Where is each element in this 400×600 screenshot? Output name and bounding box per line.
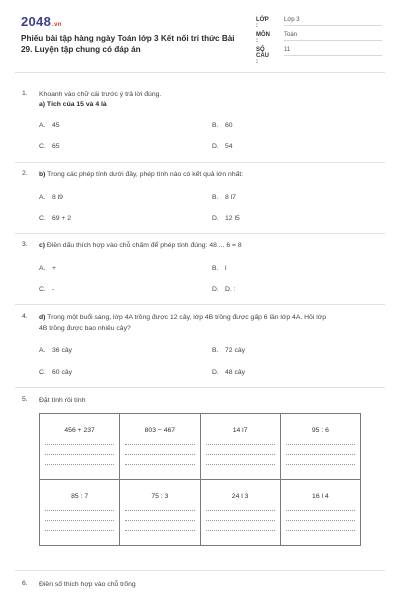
answer-line[interactable]: [125, 510, 194, 511]
answer-line[interactable]: [286, 530, 355, 531]
meta-value: Lớp 3: [284, 17, 382, 26]
option-c[interactable]: [39, 286, 54, 293]
option-text: 8 l9: [52, 194, 63, 201]
option-text: 54: [225, 143, 233, 150]
calc-cell[interactable]: [120, 480, 200, 546]
option-b[interactable]: [212, 347, 245, 354]
meta-label: MÔN :: [256, 32, 270, 44]
option-a[interactable]: [39, 265, 56, 272]
calc-cell[interactable]: [40, 480, 120, 546]
option-text: 48 cây: [225, 369, 246, 376]
question-divider: [15, 570, 385, 571]
question-divider: [15, 387, 385, 388]
option-d[interactable]: [212, 143, 233, 150]
option-text: 8 l7: [225, 194, 236, 201]
option-b[interactable]: [212, 122, 233, 129]
option-letter: D.: [212, 215, 219, 222]
calculation-grid: [39, 413, 361, 546]
answer-line[interactable]: [45, 464, 114, 465]
logo-suffix: .vn: [52, 22, 62, 28]
answer-line[interactable]: [125, 454, 194, 455]
text-part: Trong các phép tính dưới đây, phép tính nào có kết quả lớn nhất:: [45, 171, 244, 178]
calc-cell[interactable]: [200, 480, 280, 546]
question-text: [39, 100, 107, 110]
answer-line[interactable]: [206, 530, 275, 531]
option-text: +: [52, 265, 56, 272]
option-a[interactable]: [39, 194, 63, 201]
option-letter: B.: [212, 122, 219, 129]
calc-expression: 75 : 3: [151, 493, 169, 500]
option-text: 65: [52, 143, 60, 150]
option-b[interactable]: [212, 265, 227, 272]
option-letter: C.: [39, 369, 46, 376]
option-text: l: [225, 265, 227, 272]
text-bold: c): [39, 242, 46, 249]
question-text: [39, 170, 243, 180]
answer-line[interactable]: [206, 444, 275, 445]
question-number: 1.: [22, 90, 28, 97]
option-text: 69 + 2: [52, 215, 72, 222]
option-letter: A.: [39, 122, 46, 129]
option-text: 45: [52, 122, 60, 129]
question-instruction: Khoanh vào chữ cái trước ý trả lời đúng.: [39, 91, 162, 98]
text-part: a) Tích của: [39, 101, 77, 108]
answer-line[interactable]: [45, 444, 114, 445]
question-number: 2.: [22, 170, 28, 177]
option-letter: C.: [39, 215, 46, 222]
logo-text: 2048: [21, 14, 52, 29]
question-number: 6.: [22, 580, 28, 587]
calc-expression: 95 : 6: [311, 427, 329, 434]
calc-expression: 456 + 237: [64, 427, 95, 434]
text-part: và: [83, 101, 96, 108]
option-letter: C.: [39, 286, 46, 293]
question-text: [39, 313, 379, 323]
option-letter: C.: [39, 143, 46, 150]
option-letter: D.: [212, 286, 219, 293]
option-d[interactable]: [212, 215, 240, 222]
answer-line[interactable]: [286, 444, 355, 445]
question-text-cont: 4B trồng được bao nhiêu cây?: [39, 325, 131, 332]
calc-cell[interactable]: [280, 414, 360, 480]
meta-label: LỚP :: [256, 17, 269, 29]
option-letter: A.: [39, 194, 46, 201]
text-part: Điền dấu thích hợp vào chỗ chấm để phép tính đúng: 48 ... 6 = 8: [45, 242, 242, 249]
option-c[interactable]: [39, 369, 72, 376]
text-bold: 4: [95, 101, 100, 108]
answer-line[interactable]: [125, 520, 194, 521]
option-letter: B.: [212, 265, 219, 272]
answer-line[interactable]: [286, 520, 355, 521]
calc-expression: 85 : 7: [71, 493, 89, 500]
answer-line[interactable]: [45, 510, 114, 511]
question-text: Điền số thích hợp vào chỗ trống: [39, 581, 136, 588]
option-c[interactable]: [39, 143, 60, 150]
option-text: 12 l5: [225, 215, 240, 222]
option-letter: A.: [39, 347, 46, 354]
option-a[interactable]: [39, 347, 72, 354]
site-logo[interactable]: [21, 14, 62, 29]
calc-cell[interactable]: [40, 414, 120, 480]
text-bold: b): [39, 171, 46, 178]
question-divider: [15, 162, 385, 163]
option-letter: A.: [39, 265, 46, 272]
calc-cell[interactable]: [120, 414, 200, 480]
calc-cell[interactable]: [200, 414, 280, 480]
option-a[interactable]: [39, 122, 60, 129]
calc-expression: 803 − 467: [144, 427, 176, 434]
meta-value: 11: [284, 47, 382, 56]
question-divider: [15, 233, 385, 234]
option-letter: D.: [212, 143, 219, 150]
answer-line[interactable]: [45, 530, 114, 531]
question-number: 5.: [22, 396, 28, 403]
option-letter: B.: [212, 194, 219, 201]
option-text: 36 cây: [52, 347, 73, 354]
question-text: Đặt tính rồi tính: [39, 397, 86, 404]
option-text: 72 cây: [225, 347, 246, 354]
question-number: 4.: [22, 313, 28, 320]
calc-cell[interactable]: [280, 480, 360, 546]
calc-expression: 16 l 4: [312, 493, 329, 500]
option-text: 60 cây: [52, 369, 73, 376]
answer-line[interactable]: [286, 464, 355, 465]
answer-line[interactable]: [125, 464, 194, 465]
option-b[interactable]: [212, 194, 236, 201]
answer-line[interactable]: [206, 510, 275, 511]
option-c[interactable]: [39, 215, 71, 222]
answer-line[interactable]: [206, 520, 275, 521]
text-bold: d): [39, 314, 46, 321]
option-text: 60: [225, 122, 233, 129]
grid-row: [40, 414, 361, 480]
meta-value: Toán: [284, 32, 382, 41]
answer-line[interactable]: [206, 454, 275, 455]
meta-label: SỐ CÂU :: [256, 47, 269, 65]
question-number: 3.: [22, 241, 28, 248]
worksheet-title: Phiếu bài tập hàng ngày Toán lớp 3 Kết nối tri thức Bài 29. Luyện tập chung có đáp án: [21, 34, 235, 54]
text-part: Trong một buổi sáng, lớp 4A trồng được 12 cây, lớp 4B trồng được gấp 6 lần lớp 4A. Hỏi lớp: [45, 314, 326, 321]
question-text: [39, 241, 242, 251]
answer-line[interactable]: [45, 520, 114, 521]
option-letter: D.: [212, 369, 219, 376]
answer-line[interactable]: [125, 530, 194, 531]
grid-row: [40, 480, 361, 546]
text-bold: 15: [76, 101, 84, 108]
answer-line[interactable]: [286, 454, 355, 455]
answer-line[interactable]: [45, 454, 114, 455]
text-part: là: [99, 101, 107, 108]
calc-expression: 14 l7: [232, 427, 248, 434]
option-text: D. :: [225, 286, 236, 293]
option-d[interactable]: [212, 369, 245, 376]
option-d[interactable]: [212, 286, 236, 293]
calc-expression: 24 l 3: [231, 493, 249, 500]
answer-line[interactable]: [206, 464, 275, 465]
header-divider: [15, 72, 385, 73]
answer-line[interactable]: [286, 510, 355, 511]
option-text: -: [52, 286, 55, 293]
option-letter: B.: [212, 347, 219, 354]
question-divider: [15, 304, 385, 305]
answer-line[interactable]: [125, 444, 194, 445]
